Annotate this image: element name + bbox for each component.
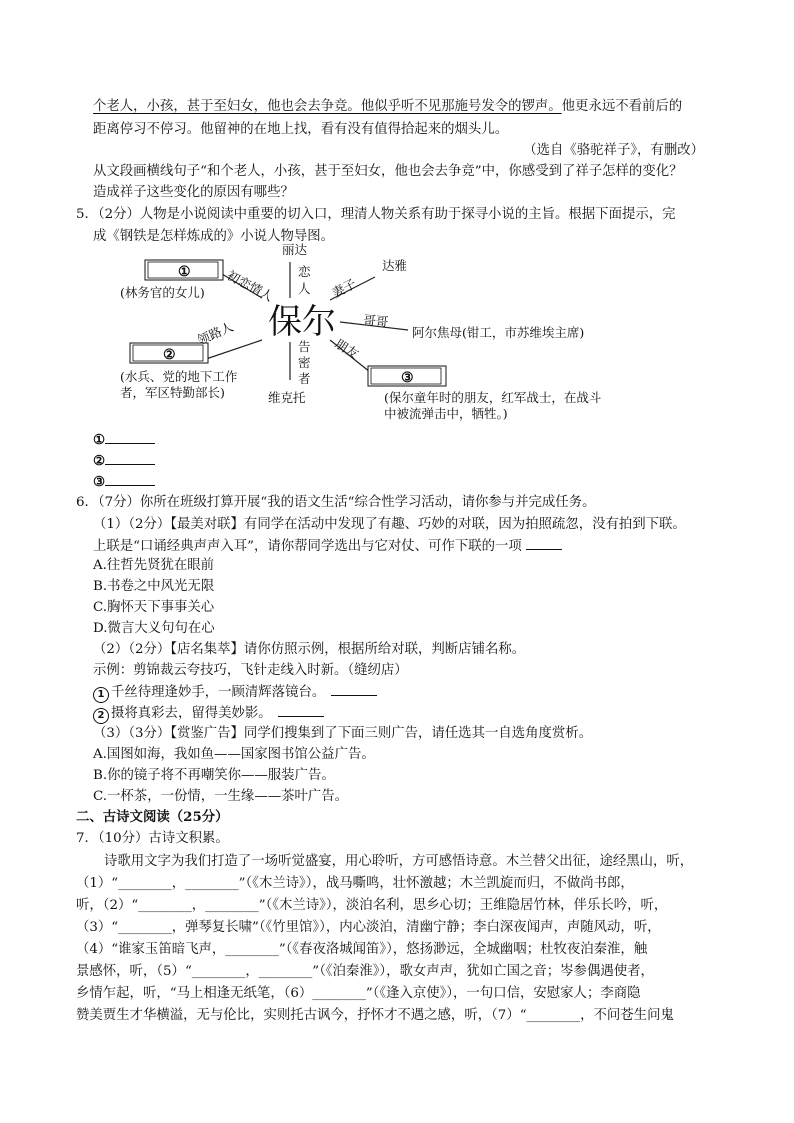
diagram-right-rel: 哥哥 <box>362 312 390 330</box>
q6-part2-blank-1[interactable] <box>331 681 377 696</box>
q6-part2-line-1: （2）（2分）【店名集萃】请你仿照示例，根据所给对联，判断店铺名称。 <box>93 642 526 657</box>
q7-line-8: 赞美贾生才华横溢，无与伦比，实则托古讽今，抒怀才不遇之感，听，（7）“________，不问苍生问鬼 <box>76 1008 674 1023</box>
q7-line-4: （3）“________，弹琴复长啸”（《竹里馆》），内心淡泊，清幽宁静；李白深夜闻声，声随风动，听， <box>76 920 661 935</box>
q5-answer-1[interactable]: ① <box>93 429 155 450</box>
box-2-note-2: 者，军区特勤部长) <box>120 385 225 400</box>
q6-part2-example: 示例：剪锦裁云夸技巧，飞针走线入时新。（缝纫店） <box>93 663 408 678</box>
diagram-center: 保尔 <box>268 302 336 342</box>
diagram-right-top-rel: 妻子 <box>329 275 359 301</box>
q6-part2-blank-2[interactable] <box>278 702 324 717</box>
q6-part3-option-b: B.你的镜子将不再嘲笑你——服装广告。 <box>93 768 335 783</box>
box-1-rel: 初恋情人 <box>224 267 276 305</box>
diagram-top-name: 丽达 <box>282 242 308 257</box>
q6-option-d: D.微言大义句句在心 <box>93 621 215 636</box>
box-3-rel: 朋友 <box>332 335 362 362</box>
q7-line-3: 听，（2）“________，________”（《木兰诗》），淡泊名利，思乡心切；王维隐居竹林，伴乐长吟，听， <box>76 898 668 913</box>
svg-text:告: 告 <box>298 339 311 354</box>
q6-part3-option-a: A.国图如海，我如鱼——国家图书馆公益广告。 <box>93 747 375 762</box>
q7-line-2: （1）“________，________”（《木兰诗》），战马嘶鸣，壮怀激越；木兰凯旋而归，不做尚书郎， <box>76 876 634 891</box>
box-2-rel: 领路人 <box>195 318 236 348</box>
passage-source: （选自《骆驼祥子》，有删改） <box>523 143 704 158</box>
box-1-label: ① <box>178 264 191 280</box>
q6-part2-item-2: 2 摄将真彩去，留得美妙影。 <box>93 702 324 723</box>
svg-text:者: 者 <box>298 371 311 386</box>
box-3-note-1: (保尔童年时的朋友，红军战士，在战斗 <box>384 390 602 405</box>
passage-line-2: 距离停习不停习。他留神的在地上找，看有没有值得拾起来的烟头儿。 <box>93 122 509 137</box>
passage-line-1: 个老人，小孩，甚于至妇女，他也会去争竞。他似乎听不见那施号发令的锣声。他更永远不看前后的 <box>93 99 683 114</box>
passage-question-1: 从文段画横线句子“和个老人，小孩，甚于至妇女，他也会去争竞”中，你感受到了祥子怎样的变化？ <box>93 164 683 179</box>
q7-line-5: （4）“谁家玉笛暗飞声，________”（《春夜洛城闻笛》），悠扬渺远，全城幽咽；杜牧夜泊秦淮，触 <box>76 942 648 957</box>
q6-stem: 6．（7分）你所在班级打算开展“我的语文生活“综合性学习活动，请你参与并完成任务。 <box>76 495 596 510</box>
q6-part3-line-1: （3）（3分）【赏鉴广告】同学们搜集到了下面三则广告，请任选其一自选角度赏析。 <box>93 726 593 741</box>
q7-line-6: 景感怀，听，（5）“________，________”（《泊秦淮》），歌女声声，犹如亡国之音；岑参偶遇使者， <box>76 964 654 979</box>
box-2-note-1: (水兵、党的地下工作 <box>120 369 238 384</box>
q5-stem-line-1: 5．（2分）人物是小说阅读中重要的切入口，理清人物关系有助于探寻小说的主旨。根据下面提示，完 <box>76 207 676 222</box>
q7-title: 7．（10分）古诗文积累。 <box>76 831 229 846</box>
q7-line-1: 诗歌用文字为我们打造了一场听觉盛宴，用心聆听，方可感悟诗意。木兰替父出征，途经黑山，听， <box>104 854 694 869</box>
q6-part1-answer-blank[interactable] <box>526 535 562 550</box>
svg-text:恋: 恋 <box>298 264 311 279</box>
diagram-right-top-name: 达雅 <box>382 258 408 273</box>
svg-text:人: 人 <box>298 281 311 296</box>
q5-answer-2[interactable]: ② <box>93 450 155 471</box>
box-3-label: ③ <box>401 370 414 386</box>
q6-option-c: C.胸怀天下事事关心 <box>93 600 215 615</box>
q5-answer-3[interactable]: ③ <box>93 471 155 492</box>
q6-part1-line-1: （1）（2分）【最美对联】有同学在活动中发现了有趣、巧妙的对联，因为拍照疏忽，没有拍到下联。 <box>93 517 686 532</box>
q6-part1-line-2: 上联是“口诵经典声声入耳”，请你帮同学选出与它对仗、可作下联的一项 <box>93 535 562 556</box>
box-2-label: ② <box>163 347 176 363</box>
q6-option-b: B.书卷之中风光无限 <box>93 579 215 594</box>
q5-stem-line-2: 成《钢铁是怎样炼成的》小说人物导图。 <box>93 229 335 244</box>
diagram-right-name: 阿尔焦母(钳工，市苏维埃主席) <box>412 325 585 340</box>
passage-question-2: 造成祥子这些变化的原因有哪些？ <box>93 185 294 200</box>
svg-text:密: 密 <box>298 355 311 370</box>
q7-line-7: 乡情乍起，听，“马上相逢无纸笔，（6）________”（《逢入京使》），一句口信，安慰家人；李商隐 <box>76 986 641 1001</box>
box-1-note: (林务官的女儿) <box>120 285 205 300</box>
box-3-note-2: 中被流弹击中，牺牲。) <box>384 406 508 421</box>
section-2-title: 二、古诗文阅读（25分） <box>76 809 229 825</box>
q6-option-a: A.往哲先贤犹在眼前 <box>93 558 215 573</box>
q6-part3-option-c: C.一杯茶，一份情，一生缘——茶叶广告。 <box>93 789 349 804</box>
diagram-bottom-name: 维克托 <box>268 390 306 405</box>
underlined-sentence: 个老人，小孩，甚于至妇女，他也会去争竞。他似乎听不见那施号发令的锣声。 <box>93 99 562 114</box>
q6-part2-item-1: 1 千丝待理逢妙手，一顾清辉落镜台。 <box>93 681 377 702</box>
line-to-box2 <box>206 340 262 359</box>
